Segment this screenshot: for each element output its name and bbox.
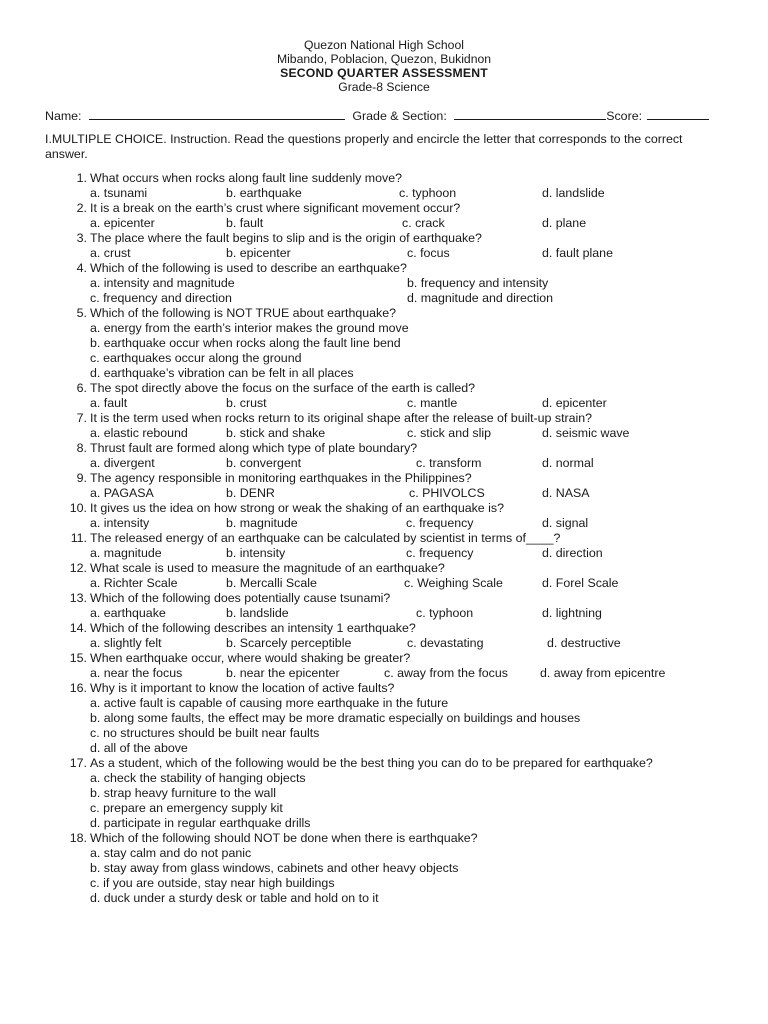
answer-option[interactable]: a. slightly felt <box>90 636 162 650</box>
answer-option[interactable]: d. all of the above <box>90 741 188 755</box>
answer-options-row <box>45 456 735 471</box>
question-stem: Thrust fault are formed along which type of plate boundary? <box>90 441 418 455</box>
answer-option[interactable]: c. mantle <box>407 396 458 410</box>
answer-option[interactable]: a. elastic rebound <box>90 426 188 440</box>
question-stem: When earthquake occur, where would shaking be greater? <box>90 651 411 665</box>
question-number: 8. <box>76 441 87 455</box>
question-number: 17. <box>69 756 87 770</box>
question-stem: It gives us the idea on how strong or weak the shaking of an earthquake is? <box>90 501 504 515</box>
score-label: Score: <box>606 109 643 123</box>
question-stem: Which of the following describes an intensity 1 earthquake? <box>90 621 416 635</box>
answer-option[interactable]: d. landslide <box>542 186 605 200</box>
question-number: 2. <box>76 201 87 215</box>
question-stem: Which of the following should NOT be done when there is earthquake? <box>90 831 478 845</box>
assessment-title: SECOND QUARTER ASSESSMENT <box>280 66 488 80</box>
question-17 <box>45 756 735 771</box>
answer-option[interactable]: c. earthquakes occur along the ground <box>90 351 302 365</box>
instruction-text: I.MULTIPLE CHOICE. Instruction. Read the questions properly and encircle the letter that corresponds to the correct answer. <box>45 132 683 161</box>
question-16 <box>45 681 735 696</box>
question-9 <box>45 471 735 486</box>
question-11 <box>45 531 735 546</box>
answer-option[interactable]: c. devastating <box>407 636 484 650</box>
question-stem: The place where the fault begins to slip and is the origin of earthquake? <box>90 231 482 245</box>
answer-options-row <box>45 396 735 411</box>
question-stem: Why is it important to know the location of active faults? <box>90 681 395 695</box>
answer-options-row <box>45 516 735 531</box>
answer-options-row <box>45 246 735 261</box>
answer-options-row <box>45 486 735 501</box>
answer-option[interactable]: b. magnitude <box>226 516 298 530</box>
question-8 <box>45 441 735 456</box>
answer-option[interactable]: c. transform <box>416 456 482 470</box>
question-number: 13. <box>69 591 87 605</box>
question-18 <box>45 831 735 846</box>
answer-options-row <box>45 606 735 621</box>
answer-option[interactable]: c. no structures should be built near faults <box>90 726 320 740</box>
answer-option[interactable]: d. epicenter <box>542 396 607 410</box>
answer-options-row <box>45 636 735 651</box>
question-number: 10. <box>69 501 87 515</box>
answer-option[interactable]: b. along some faults, the effect may be more dramatic especially on buildings and houses <box>90 711 581 725</box>
answer-option[interactable]: b. stick and shake <box>226 426 326 440</box>
answer-option[interactable]: a. Richter Scale <box>90 576 178 590</box>
answer-option[interactable]: d. earthquake’s vibration can be felt in all places <box>90 366 354 380</box>
answer-option[interactable]: d. fault plane <box>542 246 613 260</box>
answer-option[interactable]: b. earthquake <box>226 186 302 200</box>
question-1 <box>45 171 735 186</box>
answer-option[interactable]: a. intensity <box>90 516 150 530</box>
question-number: 3. <box>76 231 87 245</box>
question-3 <box>45 231 735 246</box>
answer-option[interactable]: b. stay away from glass windows, cabinets and other heavy objects <box>90 861 459 875</box>
answer-option[interactable]: d. duck under a sturdy desk or table and hold on to it <box>90 891 379 905</box>
answer-option[interactable]: c. typhoon <box>399 186 457 200</box>
answer-options-row <box>45 666 735 681</box>
question-2 <box>45 201 735 216</box>
answer-option[interactable]: a. tsunami <box>90 186 148 200</box>
answer-option[interactable]: d. signal <box>542 516 589 530</box>
answer-option[interactable]: a. intensity and magnitude <box>90 276 235 290</box>
answer-option[interactable]: a. PAGASA <box>90 486 154 500</box>
answer-option[interactable]: b. convergent <box>226 456 302 470</box>
answer-options-row <box>45 276 735 291</box>
answer-option[interactable]: d. normal <box>542 456 594 470</box>
question-stem: What scale is used to measure the magnitude of an earthquake? <box>90 561 445 575</box>
answer-option[interactable]: a. check the stability of hanging objects <box>90 771 306 785</box>
answer-option[interactable]: b. strap heavy furniture to the wall <box>90 786 276 800</box>
name-label: Name: <box>45 109 82 123</box>
question-number: 9. <box>76 471 87 485</box>
answer-option[interactable]: a. earthquake <box>90 606 166 620</box>
question-number: 12. <box>69 561 87 575</box>
answer-options-row <box>45 186 735 201</box>
school-name: Quezon National High School <box>304 38 464 52</box>
question-stem: As a student, which of the following would be the best thing you can do to be prepared for earthquake? <box>90 756 653 770</box>
answer-option[interactable]: d. lightning <box>542 606 602 620</box>
answer-option[interactable]: d. away from epicentre <box>540 666 666 680</box>
answer-option[interactable]: d. NASA <box>542 486 590 500</box>
answer-option[interactable]: a. active fault is capable of causing more earthquake in the future <box>90 696 449 710</box>
answer-option[interactable]: b. fault <box>226 216 264 230</box>
question-4 <box>45 261 735 276</box>
answer-option[interactable]: b. Scarcely perceptible <box>226 636 352 650</box>
answer-option[interactable]: a. epicenter <box>90 216 155 230</box>
answer-option[interactable]: c. if you are outside, stay near high buildings <box>90 876 335 890</box>
answer-option[interactable]: b. landslide <box>226 606 289 620</box>
question-number: 1. <box>76 171 87 185</box>
answer-option[interactable]: c. away from the focus <box>384 666 508 680</box>
question-10 <box>45 501 735 516</box>
question-list <box>45 171 735 906</box>
question-number: 16. <box>69 681 87 695</box>
question-number: 15. <box>69 651 87 665</box>
question-stem: Which of the following is NOT TRUE about earthquake? <box>90 306 397 320</box>
document-header <box>0 38 768 94</box>
question-number: 7. <box>76 411 87 425</box>
answer-option[interactable]: a. energy from the earth’s interior makes the ground move <box>90 321 409 335</box>
answer-option[interactable]: a. near the focus <box>90 666 183 680</box>
score-field[interactable] <box>647 108 709 120</box>
question-number: 18. <box>69 831 87 845</box>
grade-section-field[interactable] <box>454 108 606 120</box>
question-number: 14. <box>69 621 87 635</box>
answer-options-row <box>45 426 735 441</box>
answer-options-row <box>45 216 735 231</box>
question-number: 11. <box>70 531 87 545</box>
question-stem: It is the term used when rocks return to its original shape after the release of built-up strain? <box>90 411 593 425</box>
answer-option[interactable]: c. frequency <box>406 516 474 530</box>
school-address: Mibando, Poblacion, Quezon, Bukidnon <box>276 52 492 66</box>
answer-option[interactable]: b. crust <box>226 396 267 410</box>
question-13 <box>45 591 735 606</box>
answer-option[interactable]: d. magnitude and direction <box>407 291 554 305</box>
question-stem: The agency responsible in monitoring earthquakes in the Philippines? <box>90 471 472 485</box>
answer-option[interactable]: d. participate in regular earthquake drills <box>90 816 311 830</box>
answer-option[interactable]: b. intensity <box>226 546 286 560</box>
answer-option[interactable]: a. magnitude <box>90 546 162 560</box>
answer-option[interactable]: a. divergent <box>90 456 155 470</box>
question-15 <box>45 651 735 666</box>
answer-option[interactable]: d. direction <box>542 546 603 560</box>
question-stem: The released energy of an earthquake can be calculated by scientist in terms of____? <box>90 531 561 545</box>
question-stem: Which of the following does potentially cause tsunami? <box>90 591 391 605</box>
answer-options-row <box>45 291 735 306</box>
student-info-line <box>45 108 725 124</box>
question-stem: It is a break on the earth’s crust where significant movement occur? <box>90 201 461 215</box>
answer-option[interactable]: c. prepare an emergency supply kit <box>90 801 283 815</box>
answer-option[interactable]: c. stick and slip <box>407 426 492 440</box>
question-stem: The spot directly above the focus on the surface of the earth is called? <box>90 381 476 395</box>
answer-option[interactable]: b. earthquake occur when rocks along the fault line bend <box>90 336 401 350</box>
name-field[interactable] <box>89 108 345 120</box>
answer-option[interactable]: c. frequency and direction <box>90 291 232 305</box>
answer-option[interactable]: a. fault <box>90 396 128 410</box>
question-number: 5. <box>76 306 87 320</box>
subject-line: Grade-8 Science <box>338 80 430 94</box>
answer-option[interactable]: d. destructive <box>547 636 621 650</box>
answer-option[interactable]: b. near the epicenter <box>226 666 340 680</box>
answer-option[interactable]: b. Mercalli Scale <box>226 576 317 590</box>
answer-options-row <box>45 576 735 591</box>
answer-option[interactable]: b. DENR <box>226 486 275 500</box>
question-14 <box>45 621 735 636</box>
answer-option[interactable]: b. epicenter <box>226 246 291 260</box>
question-7 <box>45 411 735 426</box>
answer-option[interactable]: d. seismic wave <box>542 426 630 440</box>
answer-option[interactable]: c. typhoon <box>416 606 474 620</box>
question-number: 4. <box>76 261 87 275</box>
answer-options-row <box>45 546 735 561</box>
answer-option[interactable]: d. Forel Scale <box>542 576 619 590</box>
question-6 <box>45 381 735 396</box>
answer-option[interactable]: a. crust <box>90 246 131 260</box>
answer-option[interactable]: c. PHIVOLCS <box>409 486 485 500</box>
question-stem: Which of the following is used to describe an earthquake? <box>90 261 407 275</box>
answer-option[interactable]: c. frequency <box>406 546 474 560</box>
answer-option[interactable]: b. frequency and intensity <box>407 276 549 290</box>
grade-section-label: Grade & Section: <box>352 109 447 123</box>
question-number: 6. <box>76 381 87 395</box>
answer-option[interactable]: d. plane <box>542 216 587 230</box>
question-5 <box>45 306 735 321</box>
answer-option[interactable]: c. crack <box>402 216 445 230</box>
answer-option[interactable]: c. Weighing Scale <box>404 576 503 590</box>
question-12 <box>45 561 735 576</box>
question-stem: What occurs when rocks along fault line suddenly move? <box>90 171 402 185</box>
answer-option[interactable]: c. focus <box>407 246 450 260</box>
answer-option[interactable]: a. stay calm and do not panic <box>90 846 252 860</box>
